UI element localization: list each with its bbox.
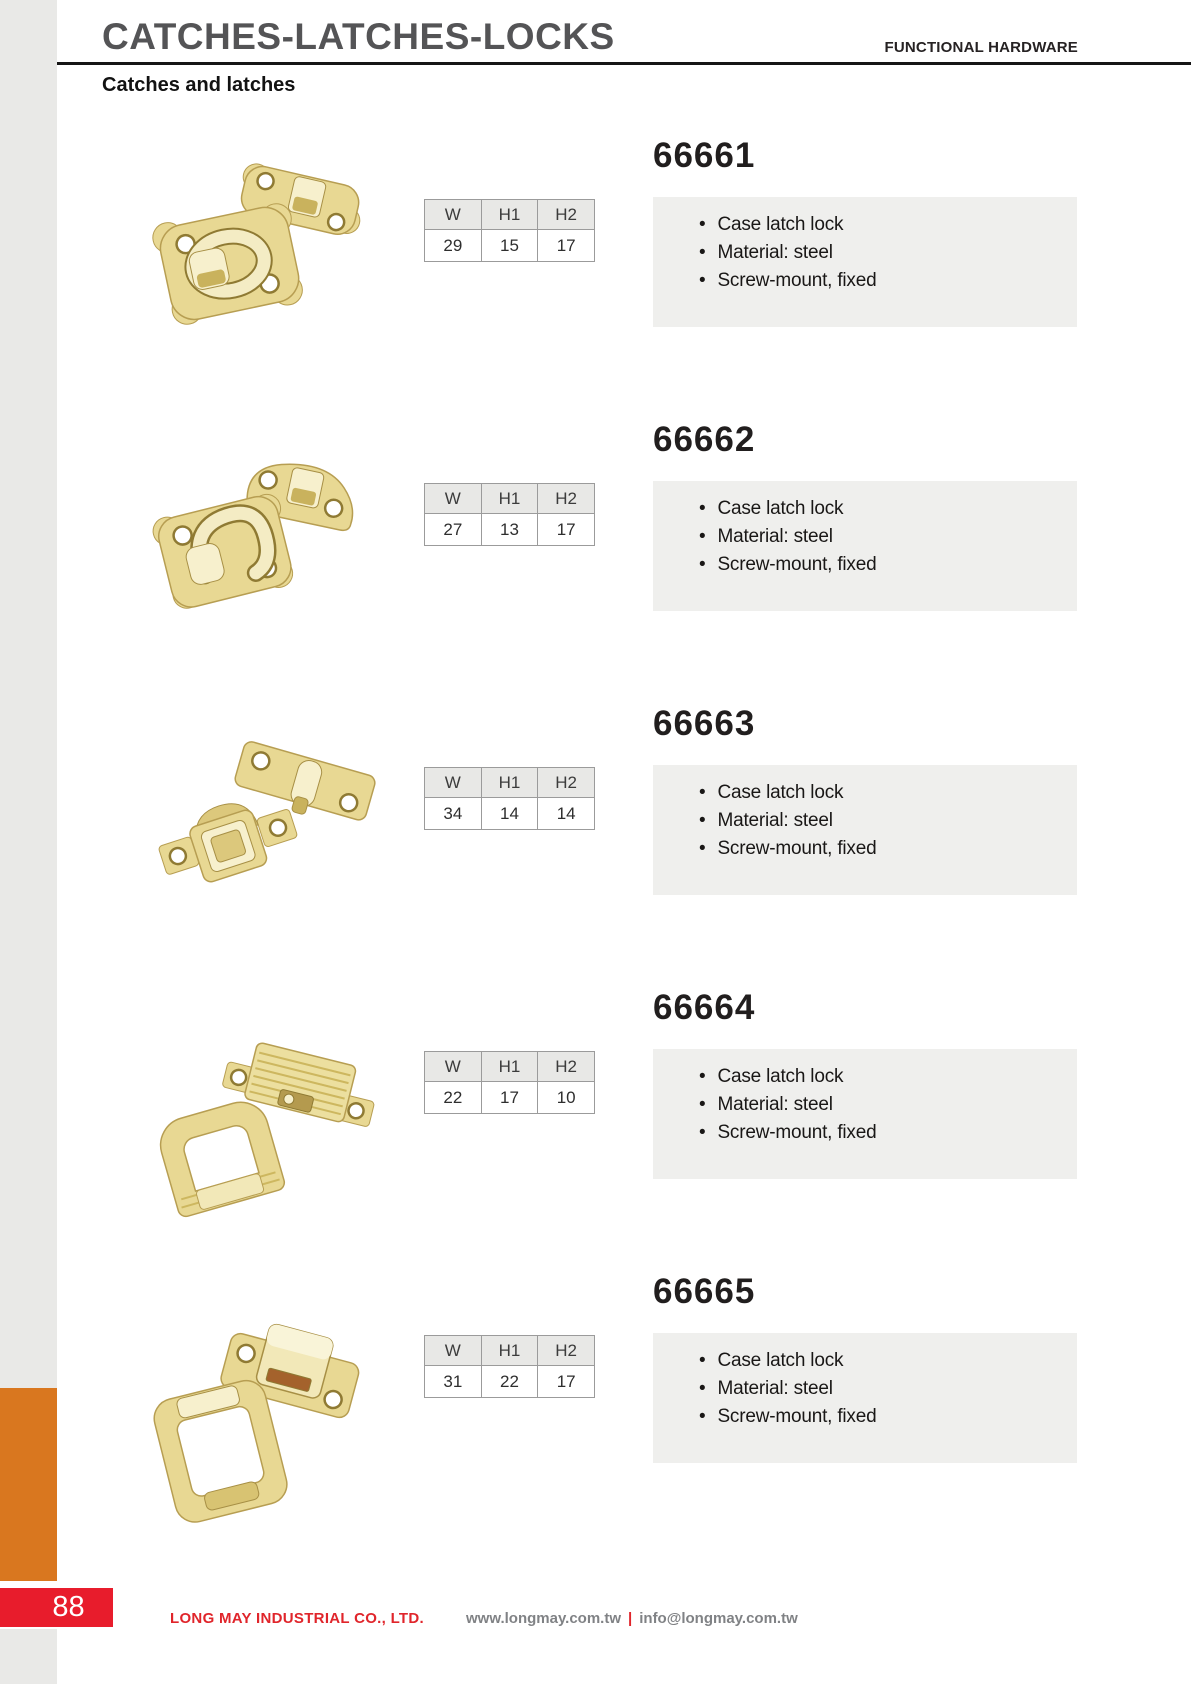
- dim-col-header: W: [425, 1336, 482, 1366]
- feature-item: • Screw-mount, fixed: [699, 267, 1077, 295]
- dim-col-header: H1: [481, 484, 538, 514]
- product-section: [0, 990, 1191, 1274]
- dim-value: 31: [425, 1366, 482, 1398]
- dim-value: 14: [481, 798, 538, 830]
- product-sku: 66662: [653, 420, 756, 459]
- category-label: FUNCTIONAL HARDWARE: [884, 39, 1078, 56]
- feature-item: • Case latch lock: [699, 495, 1077, 523]
- dim-col-header: H2: [538, 1052, 595, 1082]
- footer-company: LONG MAY INDUSTRIAL CO., LTD.: [170, 1610, 424, 1627]
- feature-item: • Case latch lock: [699, 1063, 1077, 1091]
- footer-separator: |: [628, 1610, 633, 1627]
- dimensions-table: [424, 199, 595, 262]
- features-panel: [653, 1049, 1077, 1179]
- dim-value: 17: [538, 1366, 595, 1398]
- dim-value: 29: [425, 230, 482, 262]
- product-sku: 66664: [653, 988, 756, 1027]
- dim-col-header: H2: [538, 1336, 595, 1366]
- feature-item: • Material: steel: [699, 1091, 1077, 1119]
- dim-value: 22: [481, 1366, 538, 1398]
- section-title: Catches and latches: [102, 74, 296, 96]
- dim-col-header: W: [425, 1052, 482, 1082]
- dimensions-table: [424, 1051, 595, 1114]
- product-sku: 66665: [653, 1272, 756, 1311]
- dimensions-table: [424, 1335, 595, 1398]
- dim-col-header: H1: [481, 200, 538, 230]
- dim-col-header: H2: [538, 768, 595, 798]
- dim-value: 10: [538, 1082, 595, 1114]
- product-section: [0, 138, 1191, 422]
- product-photo: [134, 144, 384, 359]
- dim-value: 17: [538, 514, 595, 546]
- dim-col-header: H1: [481, 1052, 538, 1082]
- dim-value: 17: [481, 1082, 538, 1114]
- header-divider: [57, 62, 1191, 65]
- feature-item: • Case latch lock: [699, 1347, 1077, 1375]
- feature-item: • Material: steel: [699, 1375, 1077, 1403]
- dim-value: 17: [538, 230, 595, 262]
- page-title: CATCHES-LATCHES-LOCKS: [102, 16, 615, 57]
- dim-col-header: H2: [538, 484, 595, 514]
- feature-item: • Case latch lock: [699, 211, 1077, 239]
- feature-item: • Material: steel: [699, 523, 1077, 551]
- features-panel: [653, 765, 1077, 895]
- feature-item: • Material: steel: [699, 807, 1077, 835]
- dim-col-header: H1: [481, 1336, 538, 1366]
- dim-col-header: H1: [481, 768, 538, 798]
- dim-col-header: H2: [538, 200, 595, 230]
- dim-value: 13: [481, 514, 538, 546]
- product-section: [0, 706, 1191, 990]
- product-section: [0, 422, 1191, 706]
- product-sku: 66663: [653, 704, 756, 743]
- features-panel: [653, 197, 1077, 327]
- feature-item: • Screw-mount, fixed: [699, 835, 1077, 863]
- product-photo: [134, 1030, 384, 1250]
- dim-value: 27: [425, 514, 482, 546]
- footer-website: www.longmay.com.tw: [466, 1610, 622, 1627]
- feature-item: • Screw-mount, fixed: [699, 551, 1077, 579]
- dim-value: 22: [425, 1082, 482, 1114]
- dim-value: 34: [425, 798, 482, 830]
- footer-email: info@longmay.com.tw: [639, 1610, 798, 1627]
- product-sku: 66661: [653, 136, 756, 175]
- dim-col-header: W: [425, 768, 482, 798]
- dim-col-header: W: [425, 484, 482, 514]
- footer: [170, 1610, 798, 1627]
- dim-col-header: W: [425, 200, 482, 230]
- product-photo: [134, 712, 394, 942]
- product-photo: [134, 1296, 384, 1536]
- feature-item: • Material: steel: [699, 239, 1077, 267]
- dimensions-table: [424, 483, 595, 546]
- feature-item: • Screw-mount, fixed: [699, 1119, 1077, 1147]
- side-band-gray-bottom: [0, 1629, 57, 1684]
- features-panel: [653, 481, 1077, 611]
- dim-value: 14: [538, 798, 595, 830]
- dimensions-table: [424, 767, 595, 830]
- features-panel: [653, 1333, 1077, 1463]
- product-section: [0, 1274, 1191, 1558]
- product-photo: [134, 428, 384, 643]
- page-number-badge: 88: [0, 1588, 113, 1627]
- feature-item: • Screw-mount, fixed: [699, 1403, 1077, 1431]
- feature-item: • Case latch lock: [699, 779, 1077, 807]
- dim-value: 15: [481, 230, 538, 262]
